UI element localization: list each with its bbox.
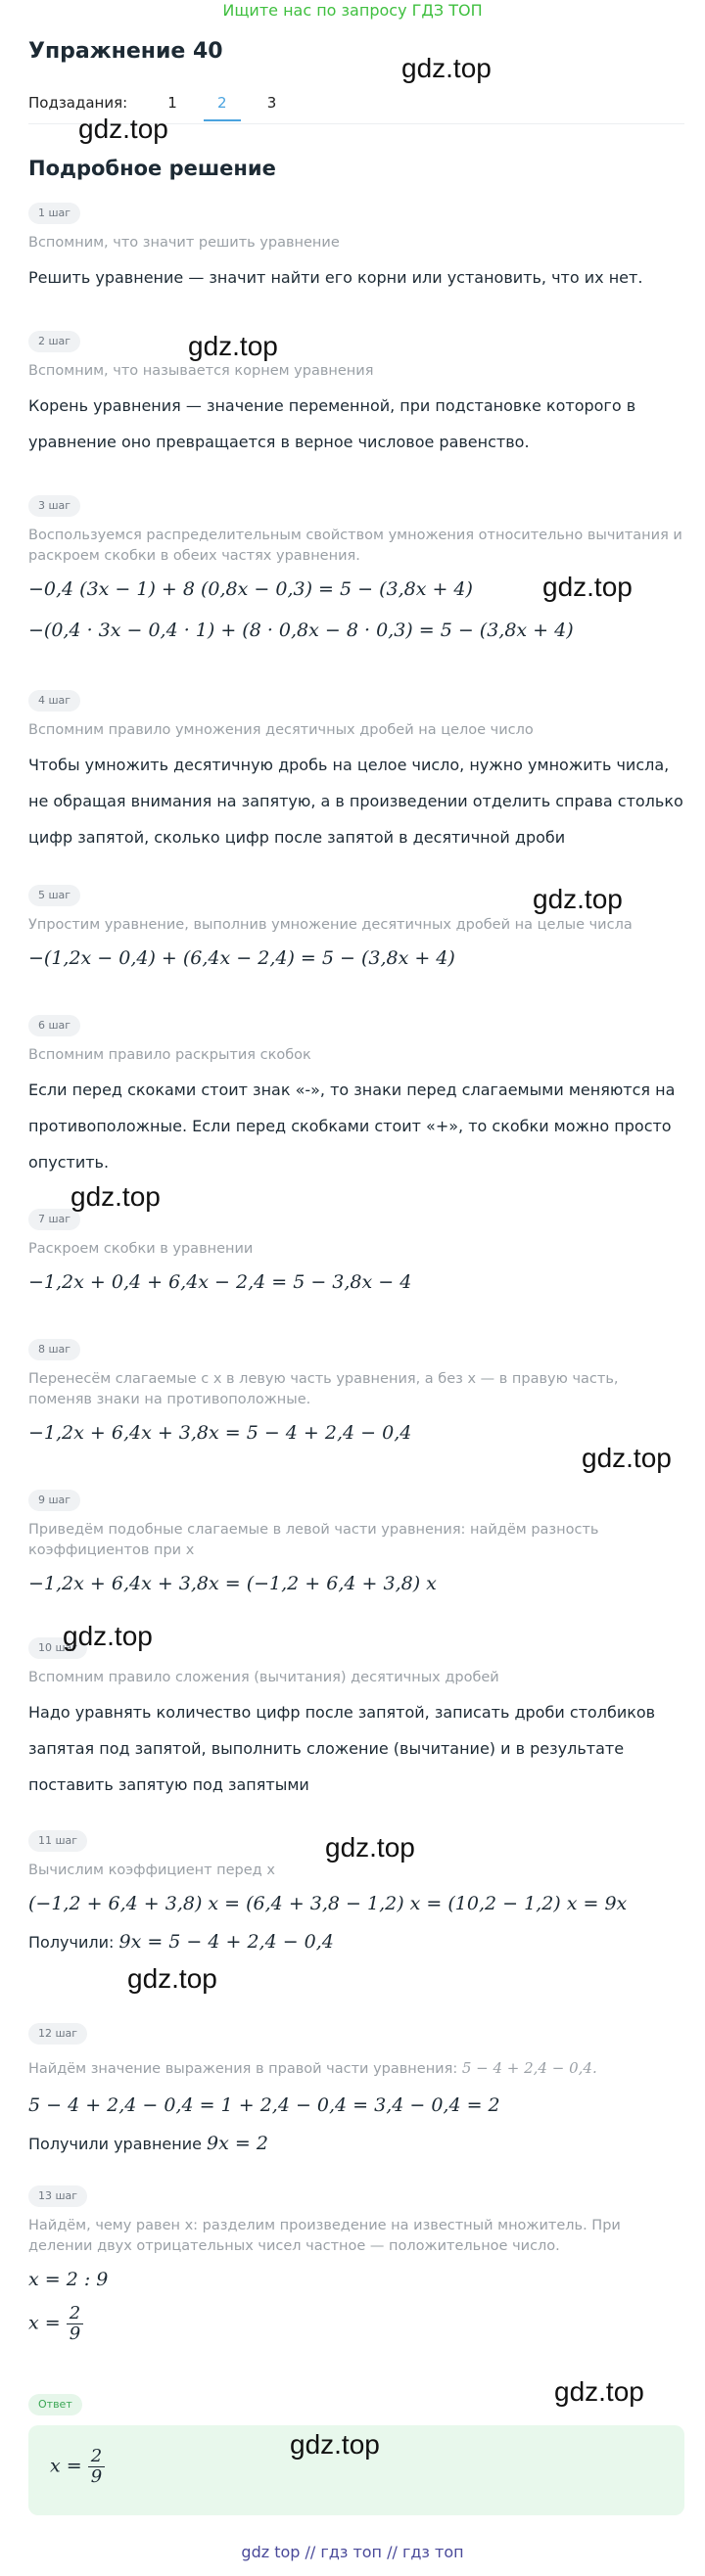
step-12	[28, 2022, 684, 2162]
step-equation: −(1,2x − 0,4) + (6,4x − 2,4) = 5 − (3,8x + 4)	[28, 947, 455, 969]
step-equation: (−1,2 + 6,4 + 3,8) x = (6,4 + 3,8 − 1,2) x = (10,2 − 1,2) x = 9x	[28, 1893, 628, 1914]
step-equation: −1,2x + 6,4x + 3,8x = 5 − 4 + 2,4 − 0,4	[28, 1422, 412, 1444]
step-hint: Вспомним, что называется корнем уравнения	[28, 363, 374, 379]
step-hint: Вспомним правило умножения десятичных дробей на целое число	[28, 722, 534, 738]
page-title: Упражнение 40	[28, 39, 223, 64]
watermark: gdz.top	[70, 1181, 161, 1212]
watermark: gdz.top	[582, 1443, 672, 1473]
step-badge: 5 шаг	[28, 885, 80, 906]
step-equation: −1,2x + 0,4 + 6,4x − 2,4 = 5 − 3,8x − 4	[28, 1271, 412, 1293]
solution-heading: Подробное решение	[28, 157, 276, 180]
step-badge: 8 шаг	[28, 1339, 80, 1360]
step-badge: 12 шаг	[28, 2023, 87, 2045]
step-hint: Вспомним правило сложения (вычитания) десятичных дробей	[28, 1670, 499, 1685]
step-hint: Раскроем скобки в уравнении	[28, 1241, 254, 1257]
step-equation: −0,4 (3x − 1) + 8 (0,8x − 0,3) = 5 − (3,8x + 4)	[28, 578, 473, 600]
result-label: Получили уравнение	[28, 2135, 202, 2153]
answer-lhs: x =	[50, 2455, 82, 2477]
step-7	[28, 1208, 684, 1297]
step-badge: 7 шаг	[28, 1209, 80, 1230]
tab-subtask-1[interactable]: 1	[167, 94, 177, 112]
step-9	[28, 1489, 684, 1598]
watermark: gdz.top	[63, 1621, 153, 1651]
answer-numerator: 2	[88, 2447, 105, 2467]
answer-denominator: 9	[90, 2466, 103, 2487]
result-equation: 9x = 2	[207, 2133, 268, 2154]
step-text: Чтобы умножить десятичную дробь на целое число, нужно умножить числа, не обращая внимания на запятую, а в произведении отделить справа столько цифр запятой, сколько цифр после запятой в десятичной дроби	[28, 756, 683, 847]
step-hint: Упростим уравнение, выполнив умножение десятичных дробей на целые числа	[28, 917, 633, 933]
step-hint-text: Найдём значение выражения в правой части уравнения:	[28, 2061, 458, 2077]
watermark: gdz.top	[290, 2429, 380, 2460]
step-hint	[28, 2053, 684, 2083]
step-text: Надо уравнять количество цифр после запятой, записать дроби столбиков запятая под запятой, выполнить сложение (вычитание) и в результате поставить запятую под запятыми	[28, 1703, 656, 1794]
watermark: gdz.top	[554, 2376, 644, 2407]
step-4	[28, 689, 684, 855]
step-text: Корень уравнения — значение переменной, при подстановке которого в уравнение оно превращается в верное числовое равенство.	[28, 396, 636, 451]
step-8	[28, 1338, 684, 1448]
step-hint: Вспомним, что значит решить уравнение	[28, 235, 340, 251]
step-hint: Найдём, чему равен x: разделим произведение на известный множитель. При делении двух отрицательных чисел частное — положительное число.	[28, 2218, 621, 2254]
watermark: gdz.top	[78, 114, 168, 144]
tab-subtask-2[interactable]: 2	[200, 94, 245, 112]
step-hint: Приведём подобные слагаемые в левой части уравнения: найдём разность коэффициентов при x	[28, 1522, 599, 1558]
step-text: Решить уравнение — значит найти его корни или установить, что их нет.	[28, 268, 643, 287]
step-10	[28, 1636, 684, 1803]
step-equation: −1,2x + 6,4x + 3,8x = (−1,2 + 6,4 + 3,8) x	[28, 1573, 437, 1594]
watermark: gdz.top	[127, 1963, 217, 1994]
step-badge: 3 шаг	[28, 495, 80, 517]
step-hint-math: 5 − 4 + 2,4 − 0,4.	[461, 2059, 597, 2077]
step-badge: 11 шаг	[28, 1830, 87, 1852]
watermark: gdz.top	[533, 884, 623, 914]
fraction-denominator: 9	[69, 2323, 81, 2344]
step-badge: 2 шаг	[28, 331, 80, 352]
top-banner[interactable]: Ищите нас по запросу ГДЗ ТОП	[222, 1, 483, 20]
result-label: Получили:	[28, 1933, 115, 1952]
step-badge: 10 шаг	[28, 1637, 87, 1659]
result-equation: 9x = 5 − 4 + 2,4 − 0,4	[118, 1931, 334, 1953]
step-hint: Перенесём слагаемые с x в левую часть уравнения, а без x — в правую часть, поменяв знаки на противоположные.	[28, 1371, 619, 1407]
step-hint: Вычислим коэффициент перед x	[28, 1863, 275, 1878]
step-result	[28, 1924, 684, 1960]
step-3	[28, 494, 684, 645]
fraction-numerator: 2	[67, 2304, 83, 2324]
step-equation: 5 − 4 + 2,4 − 0,4 = 1 + 2,4 − 0,4 = 3,4 − 0,4 = 2	[28, 2094, 500, 2116]
watermark: gdz.top	[325, 1832, 415, 1863]
step-hint: Воспользуемся распределительным свойством умножения относительно вычитания и раскроем скобки в обеих частях уравнения.	[28, 528, 682, 564]
watermark: gdz.top	[542, 572, 633, 602]
step-result	[28, 2126, 684, 2162]
step-13	[28, 2185, 684, 2344]
answer-equation	[50, 2447, 105, 2487]
watermark: gdz.top	[188, 331, 278, 361]
fraction	[67, 2304, 83, 2344]
watermark: gdz.top	[401, 53, 492, 83]
footer-links[interactable]: gdz top // гдз топ // гдз топ	[241, 2543, 464, 2561]
step-badge: 4 шаг	[28, 690, 80, 712]
step-equation: x = 2 : 9	[28, 2269, 109, 2290]
fraction-lhs: x =	[28, 2312, 61, 2334]
step-badge: 1 шаг	[28, 203, 80, 224]
subtasks-label: Подзадания:	[28, 94, 128, 112]
step-badge: 13 шаг	[28, 2185, 87, 2207]
step-hint: Вспомним правило раскрытия скобок	[28, 1047, 311, 1063]
step-badge: 6 шаг	[28, 1015, 80, 1036]
answer-badge: Ответ	[28, 2394, 82, 2415]
step-6	[28, 1014, 684, 1180]
step-equation-2: −(0,4 · 3x − 0,4 · 1) + (8 · 0,8x − 8 · 0,3) = 5 − (3,8x + 4)	[28, 620, 574, 641]
answer-fraction	[88, 2447, 105, 2487]
step-fraction-equation	[28, 2304, 684, 2344]
step-2	[28, 330, 684, 460]
step-1	[28, 202, 684, 296]
tab-subtask-3[interactable]: 3	[266, 94, 277, 112]
step-text: Если перед скоками стоит знак «-», то знаки перед слагаемыми меняются на противоположные. Если перед скобками стоит «+», то скобки можно просто опустить.	[28, 1081, 676, 1172]
step-badge: 9 шаг	[28, 1490, 80, 1511]
